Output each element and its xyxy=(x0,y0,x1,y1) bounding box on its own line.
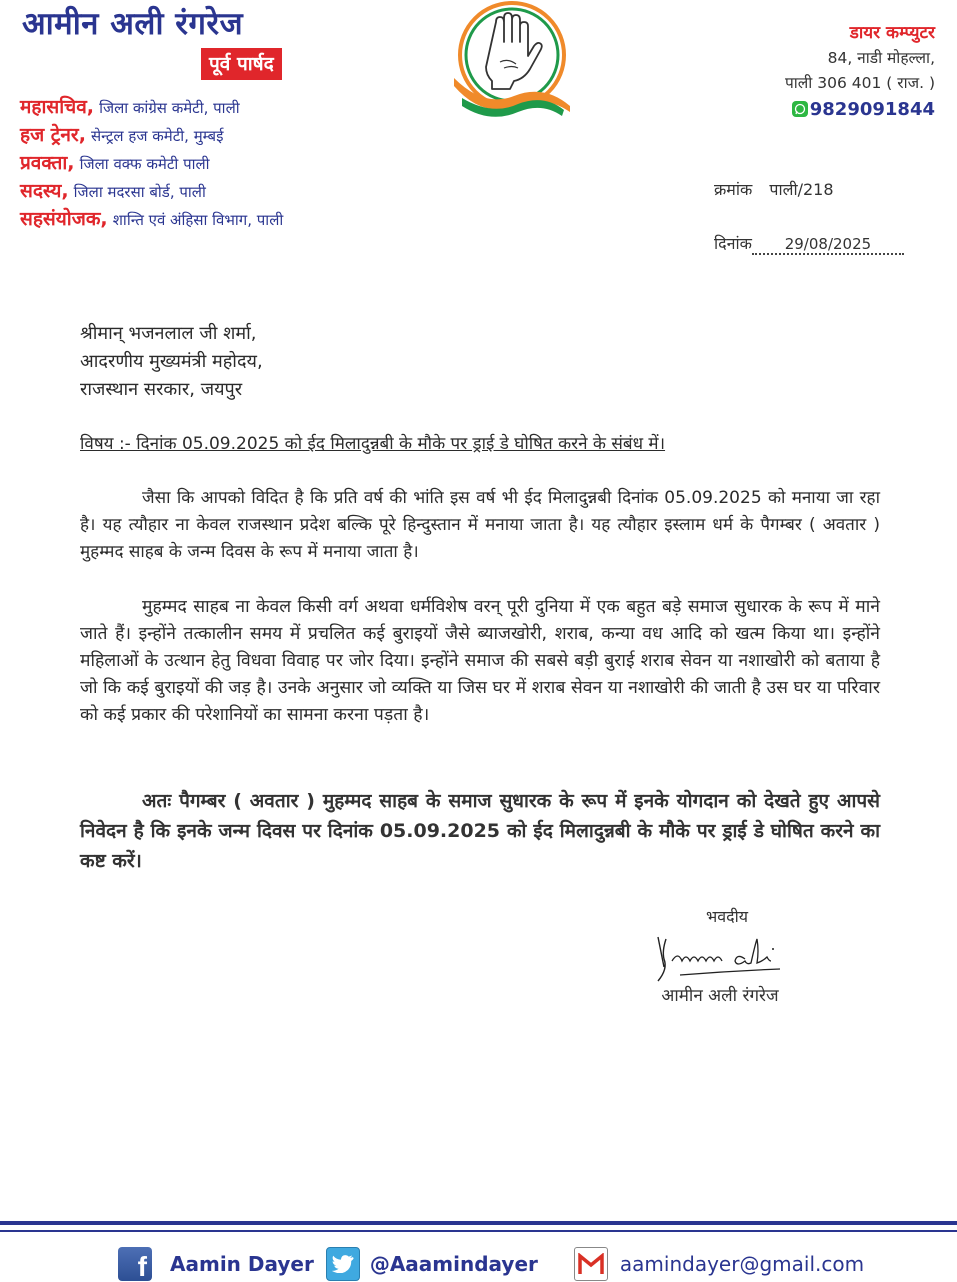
role-org: सेन्ट्रल हज कमेटी, मुम्बई xyxy=(91,127,224,145)
role-title: महासचिव, xyxy=(20,96,94,118)
contact-block xyxy=(785,20,935,122)
role-org: जिला कांग्रेस कमेटी, पाली xyxy=(99,99,240,117)
phone-row xyxy=(785,96,935,122)
roles-list xyxy=(20,93,283,233)
role-org: जिला वक्फ कमेटी पाली xyxy=(79,155,210,173)
addressee-line: आदरणीय मुख्यमंत्री महोदय, xyxy=(80,351,263,372)
former-councillor-badge: पूर्व पार्षद xyxy=(201,48,282,80)
date-line xyxy=(714,232,904,255)
body-paragraph xyxy=(80,485,880,566)
role-title: प्रवक्ता, xyxy=(20,152,75,174)
addressee-line: श्रीमान् भजनलाल जी शर्मा, xyxy=(80,323,257,344)
footer-rule-thin xyxy=(0,1230,957,1232)
addressee-block xyxy=(80,320,263,404)
role-item xyxy=(20,121,283,149)
signature xyxy=(620,927,820,983)
role-item xyxy=(20,177,283,205)
signer-name: आमीन अली रंगरेज xyxy=(661,986,779,1006)
facebook-name[interactable]: Aamin Dayer xyxy=(170,1252,314,1276)
whatsapp-icon xyxy=(792,101,808,117)
paragraph-text: मुहम्मद साहब ना केवल किसी वर्ग अथवा धर्मविशेष वरन् पूरी दुनिया में एक बहुत बड़े समाज सुधारक के रूप में माने जाते हैं। इन्होंने तत्कालीन समय में प्रचलित कई बुराइयों जैसे ब्याजखोरी, शराब, कन्या वध आदि को खत्म किया था। इन्होंने महिलाओं के उत्थान हेतु विधवा विवाह पर जोर दिया। इन्होंने समाज की सबसे बड़ी बुराई शराब सेवन या नशाखोरी को बताया है जो कि कई बुराइयों की जड़ है। उनके अनुसार जो व्यक्ति या जिस घर में शराब सेवन या नशाखोरी की जाती है उस घर या परिवार को कई प्रकार की परेशानियों का सामना करना पड़ता है। xyxy=(80,597,880,725)
shop-name: डायर कम्प्युटर xyxy=(849,23,935,43)
footer-rule-thick xyxy=(0,1221,957,1225)
role-org: शान्ति एवं अंहिसा विभाग, पाली xyxy=(112,211,284,229)
role-item xyxy=(20,93,283,121)
email-address[interactable]: aamindayer@gmail.com xyxy=(619,1252,865,1276)
footer-social xyxy=(118,1247,864,1281)
role-title: सदस्य, xyxy=(20,180,69,202)
address-line-2: पाली 306 401 ( राज. ) xyxy=(784,74,935,92)
closing-block xyxy=(620,905,820,1006)
facebook-icon[interactable]: f xyxy=(118,1247,152,1281)
twitter-icon[interactable] xyxy=(326,1247,360,1281)
body-paragraph xyxy=(80,594,880,729)
addressee-line: राजस्थान सरकार, जयपुर xyxy=(80,379,243,400)
address-line-1: 84, नाडी मोहल्ला, xyxy=(827,49,935,67)
gmail-icon[interactable] xyxy=(574,1247,608,1281)
role-item xyxy=(20,149,283,177)
twitter-handle[interactable]: @Aaamindayer xyxy=(369,1252,538,1276)
date-label: दिनांक xyxy=(714,234,752,253)
date-value: 29/08/2025 xyxy=(752,235,904,255)
paragraph-text: जैसा कि आपको विदित है कि प्रति वर्ष की भांति इस वर्ष भी ईद मिलादुन्नबी दिनांक 05.09.2025 को मनाया जा रहा है। यह त्यौहार ना केवल राजस्थान प्रदेश बल्कि पूरे हिन्दुस्तान में मनाया जाता है। यह त्यौहार इस्लाम धर्म के पैगम्बर ( अवतार ) मुहम्मद साहब के जन्म दिवस के रूप में मनाया जाता है। xyxy=(80,488,880,562)
reference-number xyxy=(714,178,834,200)
role-item xyxy=(20,205,283,233)
role-title: सहसंयोजक, xyxy=(20,208,108,230)
letterhead-name: आमीन अली रंगरेज xyxy=(22,6,244,42)
phone-number[interactable]: 9829091844 xyxy=(809,98,935,120)
paragraph-text: अतः पैगम्बर ( अवतार ) मुहम्मद साहब के समाज सुधारक के रूप में इनके योगदान को देखते हुए आपसे निवेदन है कि इनके जन्म दिवस पर दिनांक 05.09.2025 को ईद मिलादुन्नबी के मौके पर ड्राई डे घोषित करने का कष्ट करें। xyxy=(80,790,880,872)
reference-label: क्रमांक xyxy=(714,180,753,199)
subject-line: विषय :- दिनांक 05.09.2025 को ईद मिलादुन्नबी के मौके पर ड्राई डे घोषित करने के संबंध में। xyxy=(80,434,666,454)
reference-value: पाली/218 xyxy=(769,180,834,199)
congress-hand-logo-icon xyxy=(452,0,572,120)
closing-salutation: भवदीय xyxy=(705,907,749,926)
body-paragraph xyxy=(80,786,880,876)
role-org: जिला मदरसा बोर्ड, पाली xyxy=(73,183,206,201)
role-title: हज ट्रेनर, xyxy=(20,124,86,146)
